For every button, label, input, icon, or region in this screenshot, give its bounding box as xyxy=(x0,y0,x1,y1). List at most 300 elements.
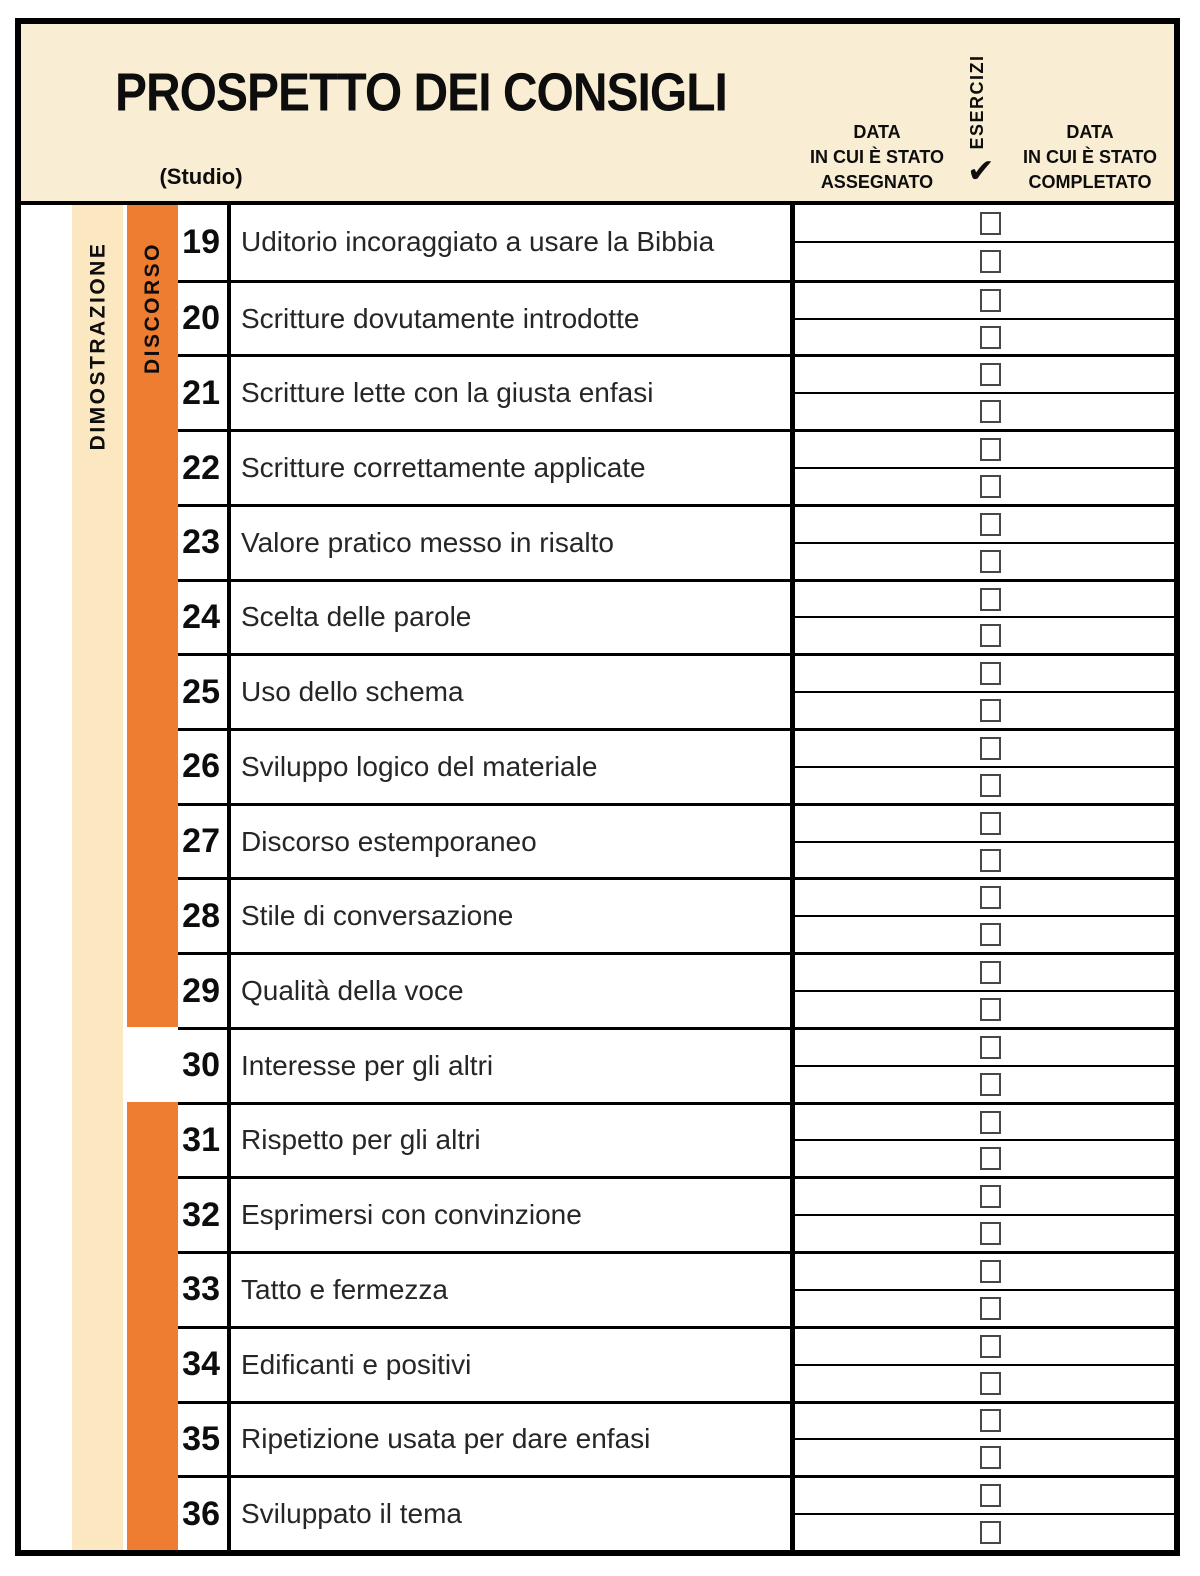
row-content xyxy=(178,429,1174,504)
date-completed-line-3: COMPLETATO xyxy=(1028,172,1152,192)
exercise-subrow xyxy=(795,880,1174,915)
left-margin xyxy=(21,354,72,429)
exercise-subrow xyxy=(795,616,1174,653)
date-assigned-cell[interactable] xyxy=(795,917,974,952)
counsel-point-label: Interesse per gli altri xyxy=(241,1049,494,1081)
date-completed-cell[interactable] xyxy=(995,320,1174,355)
date-completed-cell[interactable] xyxy=(995,768,1174,803)
date-completed-cell[interactable] xyxy=(995,243,1174,279)
discorso-band-segment xyxy=(127,354,178,429)
study-number: 36 xyxy=(182,1494,220,1533)
discorso-band-segment xyxy=(127,653,178,728)
exercise-subrow xyxy=(795,1438,1174,1475)
date-assigned-cell[interactable] xyxy=(795,1404,974,1439)
date-assigned-cell[interactable] xyxy=(795,1030,974,1065)
study-number: 24 xyxy=(182,597,220,636)
dimostrazione-band-segment xyxy=(72,1475,123,1550)
discorso-band-segment xyxy=(127,1326,178,1401)
dimostrazione-band-segment xyxy=(72,653,123,728)
exercise-subrow xyxy=(795,1139,1174,1176)
discorso-band-segment xyxy=(127,877,178,952)
exercise-subrow xyxy=(795,1214,1174,1251)
discorso-band-segment xyxy=(127,1027,178,1102)
date-assigned-cell[interactable] xyxy=(795,1179,974,1214)
row-content xyxy=(178,504,1174,579)
date-assigned-cell[interactable] xyxy=(795,357,974,392)
left-margin xyxy=(21,205,72,280)
date-completed-cell[interactable] xyxy=(995,731,1174,766)
exercise-checkbox[interactable] xyxy=(980,998,1001,1021)
exercise-panel xyxy=(795,1179,1174,1251)
exercise-checkbox[interactable] xyxy=(980,961,1001,984)
counsel-point-label: Scritture correttamente applicate xyxy=(241,452,646,484)
counsel-point-label: Sviluppo logico del materiale xyxy=(241,750,598,782)
exercise-panel xyxy=(795,731,1174,803)
date-completed-cell[interactable] xyxy=(995,357,1174,392)
row-content xyxy=(178,1401,1174,1476)
counsel-row xyxy=(21,504,1174,579)
date-assigned-cell[interactable] xyxy=(795,1366,974,1401)
dimostrazione-band-segment xyxy=(72,728,123,803)
exercise-panel xyxy=(795,1404,1174,1476)
exercise-subrow xyxy=(795,1030,1174,1065)
counsel-row xyxy=(21,280,1174,355)
counsel-row xyxy=(21,877,1174,952)
row-content xyxy=(178,1176,1174,1251)
discorso-band-segment xyxy=(127,205,178,280)
date-completed-cell[interactable] xyxy=(995,1141,1174,1176)
date-assigned-cell[interactable] xyxy=(795,656,974,691)
exercise-checkbox[interactable] xyxy=(980,1147,1001,1170)
dimostrazione-band-segment xyxy=(72,1326,123,1401)
discorso-band-segment xyxy=(127,1176,178,1251)
exercise-checkbox[interactable] xyxy=(980,1111,1001,1134)
exercise-checkbox[interactable] xyxy=(980,1521,1001,1544)
study-number: 23 xyxy=(182,523,220,562)
date-assigned-cell[interactable] xyxy=(795,507,974,542)
counsel-point-label: Uso dello schema xyxy=(241,676,464,708)
exercise-panel xyxy=(795,283,1174,355)
exercise-checkbox[interactable] xyxy=(980,1335,1001,1358)
exercise-panel xyxy=(795,1329,1174,1401)
date-assigned-cell[interactable] xyxy=(795,243,974,279)
row-content xyxy=(178,354,1174,429)
study-number: 22 xyxy=(182,448,220,487)
exercise-subrow xyxy=(795,467,1174,504)
dimostrazione-band-segment xyxy=(72,803,123,878)
date-assigned-cell[interactable] xyxy=(795,544,974,579)
discorso-band-segment xyxy=(127,1475,178,1550)
counsel-point-label: Sviluppato il tema xyxy=(241,1498,463,1530)
exercise-subrow xyxy=(795,766,1174,803)
exercise-panel xyxy=(795,205,1174,280)
date-assigned-cell[interactable] xyxy=(795,768,974,803)
row-content xyxy=(178,952,1174,1027)
date-completed-cell[interactable] xyxy=(995,582,1174,617)
exercise-checkbox[interactable] xyxy=(980,250,1001,273)
date-assigned-cell[interactable] xyxy=(795,731,974,766)
date-assigned-cell[interactable] xyxy=(795,1141,974,1176)
exercise-checkbox[interactable] xyxy=(980,923,1001,946)
column-header-date-assigned xyxy=(792,120,962,195)
dimostrazione-band-segment xyxy=(72,1176,123,1251)
date-completed-cell[interactable] xyxy=(995,880,1174,915)
left-margin xyxy=(21,1251,72,1326)
date-completed-cell[interactable] xyxy=(995,469,1174,504)
exercise-panel xyxy=(795,357,1174,429)
date-completed-cell[interactable] xyxy=(995,917,1174,952)
exercise-panel xyxy=(795,507,1174,579)
dimostrazione-band-segment xyxy=(72,1251,123,1326)
counsel-row xyxy=(21,354,1174,429)
exercise-subrow xyxy=(795,582,1174,617)
exercise-checkbox[interactable] xyxy=(980,774,1001,797)
exercise-panel xyxy=(795,1478,1174,1550)
date-completed-cell[interactable] xyxy=(995,843,1174,878)
exercise-checkbox[interactable] xyxy=(980,1484,1001,1507)
date-assigned-line-3: ASSEGNATO xyxy=(820,172,934,192)
discorso-band-segment xyxy=(127,429,178,504)
exercise-checkbox[interactable] xyxy=(980,1036,1001,1059)
left-margin xyxy=(21,1475,72,1550)
exercise-subrow xyxy=(795,841,1174,878)
exercise-checkbox[interactable] xyxy=(980,886,1001,909)
study-number: 26 xyxy=(182,747,220,786)
exercise-checkbox[interactable] xyxy=(980,1446,1001,1469)
counsel-table-body xyxy=(21,205,1174,1550)
exercise-panel xyxy=(795,955,1174,1027)
date-completed-cell[interactable] xyxy=(995,656,1174,691)
study-number: 20 xyxy=(182,299,220,338)
date-completed-cell[interactable] xyxy=(995,432,1174,467)
counsel-row xyxy=(21,653,1174,728)
date-assigned-cell[interactable] xyxy=(795,843,974,878)
dimostrazione-band-segment xyxy=(72,952,123,1027)
exercise-subrow xyxy=(795,1364,1174,1401)
counsel-point-label: Tatto e fermezza xyxy=(241,1273,448,1305)
exercise-subrow xyxy=(795,1329,1174,1364)
exercise-subrow xyxy=(795,1513,1174,1550)
counsel-point-label: Edificanti e positivi xyxy=(241,1348,472,1380)
discorso-band-segment xyxy=(127,1401,178,1476)
date-completed-cell[interactable] xyxy=(995,205,1174,241)
counsel-point-label: Esprimersi con convinzione xyxy=(241,1199,582,1231)
left-margin xyxy=(21,504,72,579)
discorso-band-segment xyxy=(127,504,178,579)
date-completed-cell[interactable] xyxy=(995,1329,1174,1364)
exercise-subrow xyxy=(795,915,1174,952)
row-content xyxy=(178,1027,1174,1102)
left-margin xyxy=(21,728,72,803)
exercise-subrow xyxy=(795,283,1174,318)
exercise-checkbox[interactable] xyxy=(980,438,1001,461)
exercise-subrow xyxy=(795,542,1174,579)
discorso-band-segment xyxy=(127,952,178,1027)
band-label-dimostrazione: DIMOSTRAZIONE xyxy=(86,241,110,450)
date-completed-cell[interactable] xyxy=(995,1254,1174,1289)
date-assigned-cell[interactable] xyxy=(795,806,974,841)
date-completed-cell[interactable] xyxy=(995,618,1174,653)
exercise-subrow xyxy=(795,731,1174,766)
left-margin xyxy=(21,579,72,654)
date-completed-cell[interactable] xyxy=(995,507,1174,542)
date-assigned-cell[interactable] xyxy=(795,618,974,653)
exercise-checkbox[interactable] xyxy=(980,289,1001,312)
study-number: 19 xyxy=(182,222,220,261)
date-completed-line-2: IN CUI È STATO xyxy=(1022,147,1157,167)
date-assigned-cell[interactable] xyxy=(795,1067,974,1102)
date-completed-cell[interactable] xyxy=(995,806,1174,841)
date-assigned-cell[interactable] xyxy=(795,693,974,728)
exercise-checkbox[interactable] xyxy=(980,550,1001,573)
date-completed-cell[interactable] xyxy=(995,1404,1174,1439)
counsel-row xyxy=(21,429,1174,504)
exercise-panel xyxy=(795,1105,1174,1177)
discorso-band-segment xyxy=(127,1251,178,1326)
left-margin xyxy=(21,1401,72,1476)
row-content xyxy=(178,653,1174,728)
left-margin xyxy=(21,1027,72,1102)
exercise-subrow xyxy=(795,1065,1174,1102)
row-content xyxy=(178,877,1174,952)
date-assigned-cell[interactable] xyxy=(795,582,974,617)
exercise-checkbox[interactable] xyxy=(980,662,1001,685)
left-margin xyxy=(21,653,72,728)
exercise-subrow xyxy=(795,432,1174,467)
date-assigned-line-2: IN CUI È STATO xyxy=(809,147,944,167)
counsel-row xyxy=(21,1475,1174,1550)
counsel-point-label: Scritture lette con la giusta enfasi xyxy=(241,377,654,409)
exercise-subrow xyxy=(795,691,1174,728)
date-completed-cell[interactable] xyxy=(995,544,1174,579)
date-assigned-cell[interactable] xyxy=(795,394,974,429)
exercise-checkbox[interactable] xyxy=(980,1222,1001,1245)
counsel-point-label: Scelta delle parole xyxy=(241,601,472,633)
counsel-point-label: Stile di conversazione xyxy=(241,900,514,932)
dimostrazione-band-segment xyxy=(72,429,123,504)
exercise-checkbox[interactable] xyxy=(980,326,1001,349)
exercise-subrow xyxy=(795,1404,1174,1439)
date-completed-cell[interactable] xyxy=(995,1515,1174,1550)
exercise-checkbox[interactable] xyxy=(980,624,1001,647)
dimostrazione-band-segment xyxy=(72,205,123,280)
left-margin xyxy=(21,280,72,355)
date-completed-cell[interactable] xyxy=(995,1366,1174,1401)
counsel-point-label: Qualità della voce xyxy=(241,975,464,1007)
exercise-checkbox[interactable] xyxy=(980,1073,1001,1096)
counsel-row xyxy=(21,1401,1174,1476)
row-content xyxy=(178,803,1174,878)
date-assigned-cell[interactable] xyxy=(795,469,974,504)
study-number: 31 xyxy=(182,1120,220,1159)
study-number: 30 xyxy=(182,1046,220,1085)
study-number: 28 xyxy=(182,896,220,935)
date-assigned-cell[interactable] xyxy=(795,1329,974,1364)
exercise-subrow xyxy=(795,241,1174,279)
column-header-exercises: ESERCIZI xyxy=(967,54,987,150)
exercise-panel xyxy=(795,582,1174,654)
study-number: 21 xyxy=(182,373,220,412)
left-margin xyxy=(21,1176,72,1251)
counsel-row xyxy=(21,1102,1174,1177)
date-assigned-cell[interactable] xyxy=(795,1291,974,1326)
exercise-panel xyxy=(795,1254,1174,1326)
date-completed-cell[interactable] xyxy=(995,1440,1174,1475)
exercise-checkbox[interactable] xyxy=(980,475,1001,498)
exercise-subrow xyxy=(795,357,1174,392)
date-completed-cell[interactable] xyxy=(995,394,1174,429)
date-assigned-cell[interactable] xyxy=(795,320,974,355)
exercise-subrow xyxy=(795,1478,1174,1513)
left-margin xyxy=(21,1102,72,1177)
dimostrazione-band-segment xyxy=(72,1102,123,1177)
discorso-band-segment xyxy=(127,579,178,654)
date-completed-cell[interactable] xyxy=(995,1478,1174,1513)
exercise-panel xyxy=(795,656,1174,728)
date-completed-cell[interactable] xyxy=(995,1179,1174,1214)
exercise-subrow xyxy=(795,1179,1174,1214)
date-assigned-cell[interactable] xyxy=(795,205,974,241)
exercise-subrow xyxy=(795,955,1174,990)
page-title: PROSPETTO DEI CONSIGLI xyxy=(115,63,727,123)
exercise-subrow xyxy=(795,1254,1174,1289)
date-completed-cell[interactable] xyxy=(995,283,1174,318)
discorso-band-segment xyxy=(127,728,178,803)
exercise-subrow xyxy=(795,656,1174,691)
row-content xyxy=(178,1475,1174,1550)
date-assigned-line-1: DATA xyxy=(853,122,901,142)
study-number: 25 xyxy=(182,672,220,711)
date-completed-cell[interactable] xyxy=(995,1291,1174,1326)
exercise-panel xyxy=(795,1030,1174,1102)
dimostrazione-band-segment xyxy=(72,280,123,355)
date-completed-cell[interactable] xyxy=(995,1067,1174,1102)
date-assigned-cell[interactable] xyxy=(795,283,974,318)
counsel-row xyxy=(21,1027,1174,1102)
discorso-band-segment xyxy=(127,1102,178,1177)
exercise-panel xyxy=(795,806,1174,878)
study-number: 27 xyxy=(182,822,220,861)
counsel-rows xyxy=(21,205,1174,1550)
date-completed-cell[interactable] xyxy=(995,693,1174,728)
exercise-checkbox[interactable] xyxy=(980,1297,1001,1320)
row-content xyxy=(178,1102,1174,1177)
counsel-row xyxy=(21,952,1174,1027)
row-content xyxy=(178,1251,1174,1326)
study-number: 34 xyxy=(182,1345,220,1384)
exercise-checkbox[interactable] xyxy=(980,737,1001,760)
counsel-point-label: Valore pratico messo in risalto xyxy=(241,526,614,558)
exercise-checkbox[interactable] xyxy=(980,1185,1001,1208)
left-margin xyxy=(21,877,72,952)
exercise-subrow xyxy=(795,990,1174,1027)
exercise-checkbox[interactable] xyxy=(980,849,1001,872)
left-margin xyxy=(21,429,72,504)
dimostrazione-band-segment xyxy=(72,354,123,429)
row-content xyxy=(178,728,1174,803)
counsel-form-sheet xyxy=(15,18,1180,1556)
date-assigned-cell[interactable] xyxy=(795,1478,974,1513)
exercise-checkbox[interactable] xyxy=(980,212,1001,235)
exercise-checkbox[interactable] xyxy=(980,699,1001,722)
dimostrazione-band-segment xyxy=(72,579,123,654)
row-content xyxy=(178,205,1174,280)
exercise-checkbox[interactable] xyxy=(980,400,1001,423)
band-label-discorso: DISCORSO xyxy=(141,241,165,375)
counsel-point-label: Rispetto per gli altri xyxy=(241,1124,481,1156)
exercise-checkbox[interactable] xyxy=(980,1260,1001,1283)
exercise-panel xyxy=(795,432,1174,504)
date-assigned-cell[interactable] xyxy=(795,880,974,915)
form-header xyxy=(21,24,1174,205)
exercise-subrow xyxy=(795,507,1174,542)
date-completed-cell[interactable] xyxy=(995,992,1174,1027)
counsel-row xyxy=(21,803,1174,878)
counsel-point-label: Uditorio incoraggiato a usare la Bibbia xyxy=(241,226,715,258)
exercise-checkbox[interactable] xyxy=(980,1372,1001,1395)
counsel-row xyxy=(21,1251,1174,1326)
date-assigned-cell[interactable] xyxy=(795,432,974,467)
exercise-checkbox[interactable] xyxy=(980,363,1001,386)
counsel-point-label: Discorso estemporaneo xyxy=(241,825,537,857)
exercise-subrow xyxy=(795,1289,1174,1326)
dimostrazione-band-segment xyxy=(72,1027,123,1102)
study-number: 35 xyxy=(182,1419,220,1458)
date-completed-cell[interactable] xyxy=(995,955,1174,990)
dimostrazione-band-segment xyxy=(72,504,123,579)
discorso-band-segment xyxy=(127,280,178,355)
date-assigned-cell[interactable] xyxy=(795,1254,974,1289)
date-assigned-cell[interactable] xyxy=(795,992,974,1027)
row-content xyxy=(178,579,1174,654)
dimostrazione-band-segment xyxy=(72,1401,123,1476)
row-content xyxy=(178,1326,1174,1401)
date-completed-cell[interactable] xyxy=(995,1216,1174,1251)
counsel-row xyxy=(21,205,1174,280)
counsel-row xyxy=(21,579,1174,654)
left-margin xyxy=(21,952,72,1027)
counsel-point-label: Scritture dovutamente introdotte xyxy=(241,302,640,334)
exercise-checkbox[interactable] xyxy=(980,1409,1001,1432)
checkmark-icon: ✔ xyxy=(967,152,995,189)
counsel-row xyxy=(21,1176,1174,1251)
date-assigned-cell[interactable] xyxy=(795,1515,974,1550)
counsel-row xyxy=(21,1326,1174,1401)
exercise-checkbox[interactable] xyxy=(980,812,1001,835)
form-subtitle: (Studio) xyxy=(159,164,243,189)
date-assigned-cell[interactable] xyxy=(795,1216,974,1251)
counsel-row xyxy=(21,728,1174,803)
date-completed-cell[interactable] xyxy=(995,1030,1174,1065)
counsel-point-label: Ripetizione usata per dare enfasi xyxy=(241,1423,651,1455)
date-completed-line-1: DATA xyxy=(1066,122,1114,142)
date-assigned-cell[interactable] xyxy=(795,955,974,990)
exercise-subrow xyxy=(795,806,1174,841)
exercise-panel xyxy=(795,880,1174,952)
date-completed-cell[interactable] xyxy=(995,1105,1174,1140)
left-margin xyxy=(21,1326,72,1401)
exercise-checkbox[interactable] xyxy=(980,588,1001,611)
study-number: 29 xyxy=(182,971,220,1010)
date-assigned-cell[interactable] xyxy=(795,1440,974,1475)
row-content xyxy=(178,280,1174,355)
exercise-subrow xyxy=(795,392,1174,429)
study-number: 32 xyxy=(182,1195,220,1234)
left-margin xyxy=(21,803,72,878)
study-number: 33 xyxy=(182,1270,220,1309)
date-assigned-cell[interactable] xyxy=(795,1105,974,1140)
exercise-checkbox[interactable] xyxy=(980,513,1001,536)
